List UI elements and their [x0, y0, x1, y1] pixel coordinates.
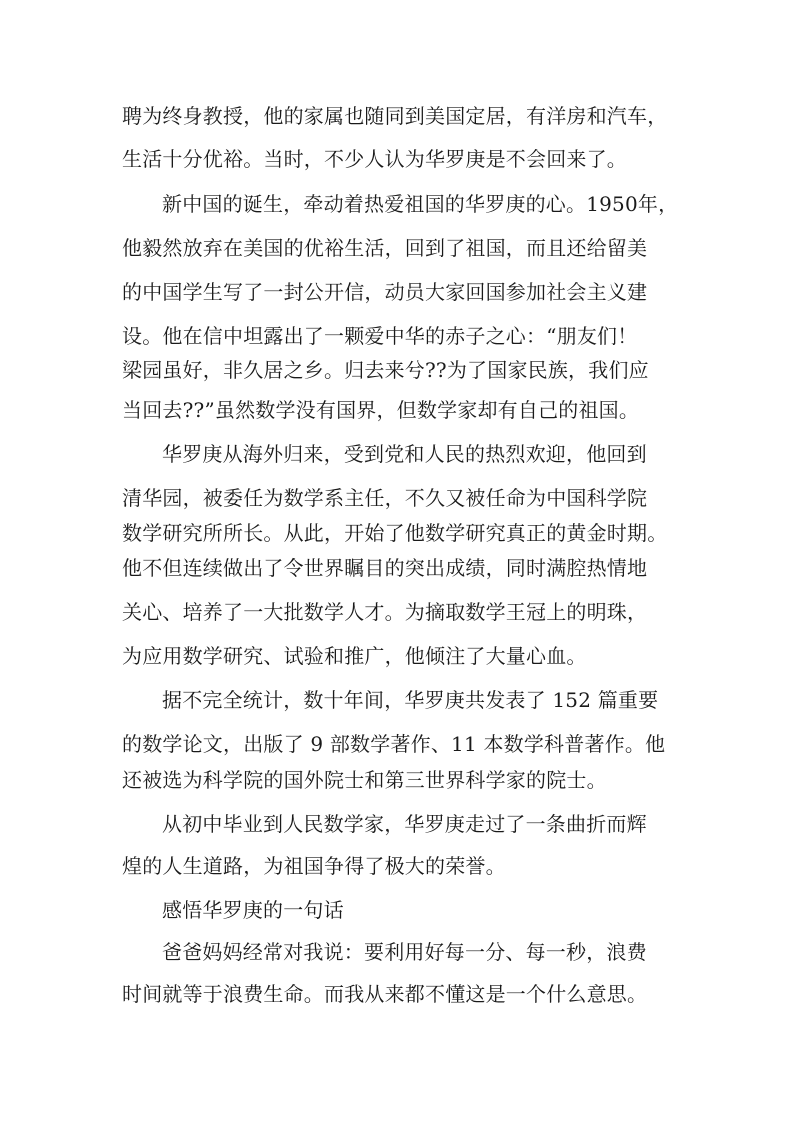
text-line: 清华园，被委任为数学系主任，不久又被任命为中国科学院 — [122, 486, 648, 510]
text-line: 爸爸妈妈经常对我说：要利用好每一分、每一秒，浪费 — [162, 940, 647, 964]
text-line: 他毅然放弃在美国的优裕生活，回到了祖国，而且还给留美 — [122, 236, 648, 260]
text-line: 数学研究所所长。从此，开始了他数学研究真正的黄金时期。 — [122, 521, 668, 545]
text-line: 为应用数学研究、试验和推广，他倾注了大量心血。 — [122, 644, 587, 668]
text-line: 关心、培养了一大批数学人才。为摘取数学王冠上的明珠， — [122, 600, 648, 624]
text-line: 他不但连续做出了令世界瞩目的突出成绩，同时满腔热情地 — [122, 556, 648, 580]
text-line: 新中国的诞生，牵动着热爱祖国的华罗庚的心。1950年， — [162, 192, 679, 216]
text-line: 聘为终身教授，他的家属也随同到美国定居，有洋房和汽车， — [122, 104, 668, 128]
text-line: 设。他在信中坦露出了一颗爱中华的赤子之心：“朋友们！ — [122, 324, 638, 348]
text-line: 的数学论文，出版了 9 部数学著作、11 本数学科普著作。他 — [122, 732, 666, 756]
text-line: 梁园虽好，非久居之乡。归去来兮??为了国家民族，我们应 — [122, 358, 649, 382]
text-line: 时间就等于浪费生命。而我从来都不懂这是一个什么意思。 — [122, 982, 648, 1006]
text-line: 还被选为科学院的国外院士和第三世界科学家的院士。 — [122, 768, 607, 792]
text-line: 据不完全统计，数十年间，华罗庚共发表了 152 篇重要 — [162, 688, 659, 712]
text-line: 煌的人生道路，为祖国争得了极大的荣誉。 — [122, 854, 506, 878]
text-line: 当回去??”虽然数学没有国界，但数学家却有自己的祖国。 — [122, 398, 640, 422]
text-line: 生活十分优裕。当时，不少人认为华罗庚是不会回来了。 — [122, 147, 627, 171]
text-line: 从初中毕业到人民数学家，华罗庚走过了一条曲折而辉 — [162, 812, 647, 836]
text-line: 华罗庚从海外归来，受到党和人民的热烈欢迎，他回到 — [162, 442, 647, 466]
text-line: 的中国学生写了一封公开信，动员大家回国参加社会主义建 — [122, 280, 648, 304]
text-line: 感悟华罗庚的一句话 — [162, 898, 344, 922]
